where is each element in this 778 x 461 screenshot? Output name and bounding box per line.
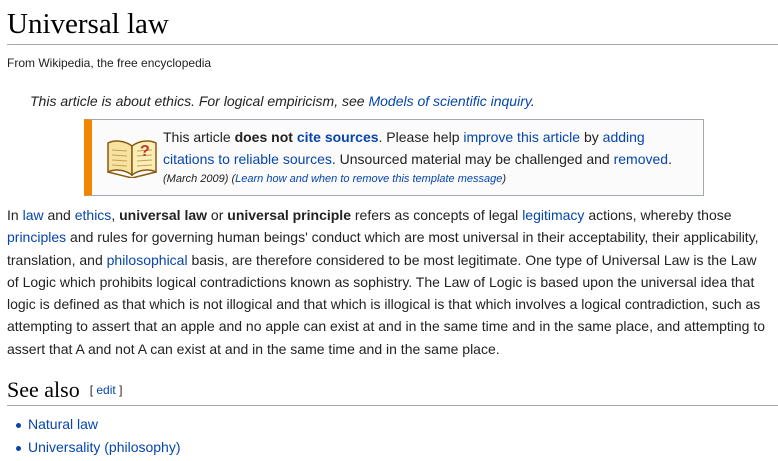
body-text-5: refers as concepts of legal	[350, 207, 523, 223]
body-text-8: basis, are therefore considered to be most legitimate. One type of Universal Law is the Law of Logic which prohibits logical contradictions known as sophistry. The Law of Logic is based upon the universal idea that logic is defined as that which is not illogical and that which is illogical is that which involves a logical contradiction, such as attempting to assert that an apple and no apple can exist at and in the same time and in the same place, and attempting to assert that A and not A can exist at and in the same time and in the same place.	[7, 251, 766, 357]
body-text-7: and rules for governing human beings' conduct which are most universal in their acceptability, their applicability, translation, and	[7, 229, 759, 268]
warning-period: .	[668, 151, 672, 167]
warning-date-line	[163, 172, 698, 186]
section-divider	[7, 405, 778, 406]
warning-text-1: This article	[163, 129, 235, 145]
edit-section-link[interactable]: edit	[96, 383, 116, 397]
title-divider	[7, 44, 778, 45]
edit-section	[90, 383, 123, 397]
warning-date: (March 2009)	[163, 173, 229, 185]
universal-principle-term: universal principle	[227, 207, 351, 223]
body-text-1: In	[7, 207, 23, 223]
ethics-link[interactable]: ethics	[74, 207, 112, 223]
see-also-title: See also	[7, 377, 80, 402]
sources-link[interactable]	[325, 129, 379, 145]
warning-text	[163, 126, 698, 186]
hatnote-period: .	[530, 93, 535, 109]
warning-text-4: . Unsourced material may be challenged and	[331, 151, 614, 167]
article-body-paragraph	[7, 204, 769, 360]
legitimacy-link[interactable]: legitimacy	[522, 207, 585, 223]
body-text-6: actions, whereby those	[584, 207, 732, 223]
warning-text-2: . Please help	[378, 129, 464, 145]
body-text-4: or	[207, 207, 228, 223]
body-text-2: and	[43, 207, 75, 223]
see-also-list	[14, 413, 181, 459]
page-title: Universal law	[7, 8, 169, 40]
philosophical-link[interactable]: philosophical	[106, 251, 188, 268]
bullet-icon	[16, 446, 21, 451]
does-not-text: does not	[234, 129, 293, 145]
adding-citations-link[interactable]: adding citations to reliable sources	[163, 129, 645, 167]
principles-link[interactable]: principles	[7, 229, 67, 246]
cite-link[interactable]	[297, 129, 321, 145]
improve-article-link[interactable]: improve this article	[463, 129, 581, 145]
learn-open-paren: (	[228, 173, 236, 185]
hatnote	[30, 92, 535, 110]
natural-law-link[interactable]: Natural law	[28, 416, 99, 432]
list-item	[14, 436, 181, 459]
universal-law-term: universal law	[119, 207, 208, 223]
open-book-question-icon	[106, 134, 158, 178]
list-item	[14, 413, 181, 436]
universality-philosophy-link[interactable]: Universality (philosophy)	[28, 439, 181, 455]
law-link[interactable]: law	[22, 207, 44, 223]
warning-text-3: by	[580, 129, 603, 145]
unsourced-warning-box	[84, 119, 704, 196]
hatnote-text: This article is about ethics. For logical empiricism, see	[30, 93, 369, 109]
bullet-icon	[16, 423, 21, 428]
body-text-3: ,	[111, 207, 120, 223]
edit-open-bracket: [	[89, 383, 97, 397]
cite-text: cite	[296, 129, 321, 145]
learn-remove-template-link[interactable]: Learn how and when to remove this template message	[235, 173, 503, 185]
edit-close-bracket: ]	[115, 383, 123, 397]
svg-text:?: ?	[140, 143, 150, 160]
site-tagline: From Wikipedia, the free encyclopedia	[7, 56, 212, 70]
see-also-heading	[7, 376, 122, 404]
sources-text: sources	[324, 129, 379, 145]
removed-link[interactable]: removed	[613, 151, 669, 167]
models-of-scientific-inquiry-link[interactable]: Models of scientific inquiry	[368, 93, 531, 109]
learn-close-paren: )	[502, 173, 507, 185]
